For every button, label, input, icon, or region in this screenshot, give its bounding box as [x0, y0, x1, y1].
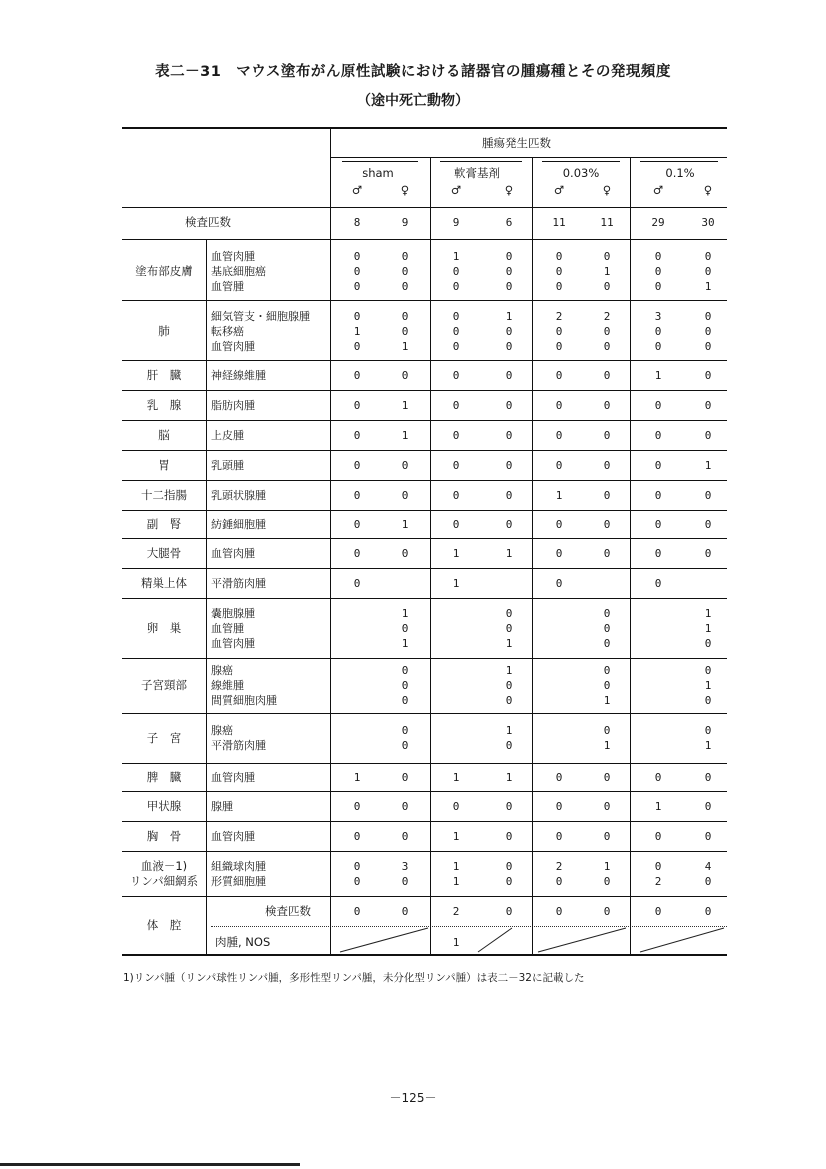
count-value: 0 — [505, 860, 513, 873]
count-value: 0 — [704, 518, 712, 531]
tumor-type: 腺癌 — [211, 664, 233, 677]
count-value: 0 — [704, 637, 712, 650]
count-value: 0 — [704, 724, 712, 737]
count-value: 0 — [401, 250, 409, 263]
tumor-type: 乳頭状腺腫 — [211, 489, 266, 502]
count-value: 0 — [603, 399, 611, 412]
count-value: 0 — [603, 340, 611, 353]
count-value: 1 — [603, 694, 611, 707]
count-value: 0 — [353, 369, 361, 382]
count-value: 0 — [353, 280, 361, 293]
count-value: 0 — [452, 459, 460, 472]
count-value: 0 — [704, 325, 712, 338]
count-value: 0 — [654, 280, 662, 293]
count-value: 0 — [353, 310, 361, 323]
count-value: 0 — [452, 800, 460, 813]
count-value: 0 — [603, 325, 611, 338]
count-value: 0 — [452, 489, 460, 502]
tumor-type: 乳頭腫 — [211, 459, 244, 472]
na-slash — [538, 928, 626, 952]
bottom-rule — [0, 1163, 300, 1166]
count-value: 0 — [401, 265, 409, 278]
organ-label-line: 脳 — [158, 428, 170, 442]
count-value: 0 — [452, 310, 460, 323]
count-value: 0 — [704, 340, 712, 353]
count-value: 1 — [704, 280, 712, 293]
table-title: 表二－31 マウス塗布がん原性試験における諸器官の腫瘍種とその発現頻度 — [155, 64, 671, 80]
organ-label-line: 子宮頸部 — [141, 678, 187, 692]
body-cavity-examined: 0 — [401, 905, 409, 918]
count-value: 1 — [505, 771, 513, 784]
tumor-type: 血管肉腫 — [211, 830, 255, 843]
count-value: 0 — [353, 429, 361, 442]
count-value: 0 — [401, 459, 409, 472]
count-value: 0 — [603, 771, 611, 784]
tumor-type: 嚢胞腺腫 — [211, 607, 255, 620]
count-value: 0 — [704, 429, 712, 442]
count-value: 0 — [401, 622, 409, 635]
count-value: 1 — [704, 607, 712, 620]
count-value: 0 — [353, 459, 361, 472]
count-value: 1 — [452, 250, 460, 263]
count-value: 2 — [555, 310, 563, 323]
tumor-type: 上皮腫 — [211, 429, 244, 442]
count-value: 0 — [452, 265, 460, 278]
count-value: 0 — [654, 265, 662, 278]
count-value: 0 — [505, 340, 513, 353]
count-value: 1 — [505, 724, 513, 737]
tumor-type: 線維腫 — [211, 679, 244, 692]
count-value: 0 — [505, 429, 513, 442]
count-value: 0 — [555, 875, 563, 888]
count-value: 1 — [654, 369, 662, 382]
examined-count: 9 — [452, 216, 460, 229]
count-value: 0 — [505, 399, 513, 412]
count-value: 3 — [654, 310, 662, 323]
organ-label-line: 胸 骨 — [146, 829, 182, 843]
sex-symbol: ♂ — [553, 183, 565, 197]
count-value: 1 — [704, 739, 712, 752]
count-value: 0 — [353, 875, 361, 888]
count-value: 0 — [452, 325, 460, 338]
count-value: 0 — [353, 265, 361, 278]
count-value: 0 — [654, 830, 662, 843]
count-value: 0 — [555, 800, 563, 813]
organ-label-line: 副 腎 — [146, 517, 182, 531]
body-cavity-tumor-count: 1 — [452, 936, 460, 949]
count-value: 0 — [654, 429, 662, 442]
count-value: 1 — [452, 547, 460, 560]
count-value: 0 — [555, 250, 563, 263]
count-value: 0 — [353, 577, 361, 590]
count-value: 2 — [654, 875, 662, 888]
count-value: 1 — [452, 830, 460, 843]
count-value: 1 — [603, 860, 611, 873]
sex-symbol: ♀ — [602, 183, 612, 197]
count-value: 0 — [654, 459, 662, 472]
count-value: 1 — [401, 340, 409, 353]
count-value: 0 — [555, 280, 563, 293]
count-value: 0 — [603, 622, 611, 635]
count-value: 0 — [555, 265, 563, 278]
examined-count: 9 — [401, 216, 409, 229]
count-value: 0 — [603, 637, 611, 650]
count-value: 0 — [505, 622, 513, 635]
tumor-type: 基底細胞癌 — [211, 265, 266, 278]
tumor-type: 間質細胞肉腫 — [211, 694, 277, 707]
count-value: 0 — [401, 547, 409, 560]
count-value: 0 — [505, 694, 513, 707]
sex-symbol: ♀ — [400, 183, 410, 197]
organ-label-line: 子 宮 — [146, 731, 182, 745]
na-slash — [340, 928, 428, 952]
count-value: 0 — [654, 489, 662, 502]
count-value: 0 — [603, 280, 611, 293]
body-cavity-examined: 0 — [555, 905, 563, 918]
tumor-type: 血管肉腫 — [211, 547, 255, 560]
count-value: 0 — [401, 830, 409, 843]
count-value: 0 — [555, 399, 563, 412]
count-value: 1 — [505, 637, 513, 650]
count-value: 1 — [401, 607, 409, 620]
count-value: 0 — [353, 547, 361, 560]
body-cavity-examined: 0 — [603, 905, 611, 918]
count-value: 0 — [401, 369, 409, 382]
count-value: 0 — [704, 369, 712, 382]
count-value: 0 — [704, 265, 712, 278]
tumor-type: 平滑筋肉腫 — [211, 739, 266, 752]
organ-label: 体 腔 — [146, 918, 182, 932]
body-cavity-examined: 2 — [452, 905, 460, 918]
count-value: 1 — [505, 547, 513, 560]
sex-symbol: ♂ — [351, 183, 363, 197]
count-value: 0 — [505, 459, 513, 472]
tumor-type: 平滑筋肉腫 — [211, 577, 266, 590]
count-value: 0 — [353, 830, 361, 843]
count-value: 1 — [452, 771, 460, 784]
organ-label-line: 脾 臓 — [146, 770, 182, 784]
count-value: 0 — [401, 875, 409, 888]
count-value: 0 — [353, 860, 361, 873]
count-value: 0 — [353, 489, 361, 502]
table-subtitle: （途中死亡動物） — [357, 93, 469, 109]
count-value: 0 — [654, 860, 662, 873]
organ-label-line: 肝 臓 — [146, 368, 182, 382]
sex-symbol: ♀ — [504, 183, 514, 197]
body-cavity-examined-label: 検査匹数 — [265, 904, 311, 918]
count-value: 0 — [452, 399, 460, 412]
count-value: 0 — [452, 340, 460, 353]
count-value: 0 — [603, 607, 611, 620]
count-value: 0 — [555, 369, 563, 382]
count-value: 0 — [704, 489, 712, 502]
body-cavity-examined: 0 — [654, 905, 662, 918]
count-value: 0 — [704, 547, 712, 560]
count-value: 0 — [505, 489, 513, 502]
count-value: 0 — [555, 340, 563, 353]
count-value: 0 — [452, 280, 460, 293]
tumor-type: 血管肉腫 — [211, 771, 255, 784]
count-value: 0 — [704, 800, 712, 813]
count-value: 0 — [603, 664, 611, 677]
tumor-type: 血管腫 — [211, 280, 244, 293]
count-value: 0 — [603, 369, 611, 382]
count-value: 0 — [505, 800, 513, 813]
count-value: 0 — [401, 310, 409, 323]
count-value: 1 — [353, 325, 361, 338]
count-value: 3 — [401, 860, 409, 873]
count-value: 1 — [452, 860, 460, 873]
examined-count: 6 — [505, 216, 513, 229]
count-value: 0 — [654, 250, 662, 263]
count-value: 0 — [401, 724, 409, 737]
count-value: 1 — [603, 265, 611, 278]
count-value: 0 — [704, 694, 712, 707]
tumor-type: 神経線維腫 — [211, 369, 266, 382]
count-value: 0 — [353, 250, 361, 263]
count-value: 0 — [704, 310, 712, 323]
count-value: 0 — [401, 739, 409, 752]
count-value: 0 — [654, 340, 662, 353]
count-value: 0 — [401, 771, 409, 784]
count-value: 0 — [603, 875, 611, 888]
count-value: 0 — [555, 429, 563, 442]
examined-count: 11 — [600, 216, 614, 229]
count-value: 1 — [353, 771, 361, 784]
count-value: 1 — [401, 429, 409, 442]
count-value: 0 — [401, 664, 409, 677]
footnote: 1)リンパ腫（リンパ球性リンパ腫，多形性型リンパ腫，未分化型リンパ腫）は表二－32に記載した — [123, 972, 585, 984]
count-value: 1 — [603, 739, 611, 752]
organ-label-line: リンパ細網系 — [129, 874, 199, 888]
count-value: 0 — [505, 875, 513, 888]
tumor-type: 腺癌 — [211, 724, 233, 737]
tumor-type: 細気管支・細胞腺腫 — [211, 310, 310, 323]
count-value: 0 — [654, 325, 662, 338]
count-value: 1 — [555, 489, 563, 502]
count-value: 2 — [555, 860, 563, 873]
count-value: 0 — [704, 399, 712, 412]
count-value: 0 — [704, 830, 712, 843]
organ-label-line: 塗布部皮膚 — [135, 264, 193, 278]
tumor-type: 血管肉腫 — [211, 340, 255, 353]
count-value: 0 — [505, 739, 513, 752]
group-header-2: 0.03% — [562, 166, 600, 180]
organ-label-line: 血液－1) — [140, 859, 188, 873]
count-value: 0 — [704, 664, 712, 677]
count-value: 0 — [603, 429, 611, 442]
count-value: 1 — [452, 577, 460, 590]
count-value: 1 — [505, 310, 513, 323]
count-value: 1 — [704, 679, 712, 692]
organ-label-line: 肺 — [158, 324, 170, 338]
sex-symbol: ♀ — [703, 183, 713, 197]
count-value: 0 — [452, 518, 460, 531]
body-cavity-examined: 0 — [704, 905, 712, 918]
tumor-type: 紡錘細胞腫 — [211, 518, 266, 531]
count-value: 0 — [505, 280, 513, 293]
body-cavity-tumor-label: 肉腫, NOS — [215, 935, 271, 949]
count-value: 0 — [603, 489, 611, 502]
count-value: 0 — [555, 459, 563, 472]
group-header-0: sham — [362, 166, 394, 180]
count-value: 0 — [353, 399, 361, 412]
count-value: 0 — [401, 325, 409, 338]
count-value: 0 — [555, 577, 563, 590]
count-value: 0 — [603, 518, 611, 531]
tumor-type: 血管腫 — [211, 622, 244, 635]
tumor-type: 形質細胞腫 — [211, 875, 266, 888]
count-value: 0 — [353, 518, 361, 531]
count-value: 0 — [654, 547, 662, 560]
count-value: 0 — [704, 771, 712, 784]
count-value: 0 — [603, 800, 611, 813]
count-value: 0 — [654, 399, 662, 412]
count-value: 1 — [401, 399, 409, 412]
examined-label: 検査匹数 — [185, 215, 231, 229]
tumor-type: 腺腫 — [211, 800, 233, 813]
count-value: 0 — [555, 771, 563, 784]
examined-count: 29 — [651, 216, 665, 229]
count-value: 0 — [555, 518, 563, 531]
count-value: 0 — [401, 280, 409, 293]
tumor-type: 転移癌 — [211, 325, 244, 338]
na-slash — [478, 928, 512, 952]
count-value: 0 — [603, 547, 611, 560]
count-value: 0 — [654, 771, 662, 784]
count-value: 0 — [505, 830, 513, 843]
na-slash — [640, 928, 724, 952]
organ-label-line: 卵 巣 — [146, 621, 182, 635]
organ-label-line: 胃 — [158, 458, 170, 472]
count-value: 1 — [704, 459, 712, 472]
organ-label-line: 十二指腸 — [141, 488, 187, 502]
count-value: 0 — [505, 518, 513, 531]
count-value: 0 — [401, 694, 409, 707]
count-value: 1 — [505, 664, 513, 677]
count-value: 1 — [654, 800, 662, 813]
count-value: 0 — [452, 429, 460, 442]
count-value: 1 — [452, 875, 460, 888]
count-value: 0 — [603, 679, 611, 692]
tumor-type: 血管肉腫 — [211, 637, 255, 650]
count-value: 0 — [603, 459, 611, 472]
body-cavity-examined: 0 — [353, 905, 361, 918]
count-value: 0 — [353, 800, 361, 813]
group-header-3: 0.1% — [665, 166, 695, 180]
body-cavity-examined: 0 — [505, 905, 513, 918]
organ-label-line: 甲状腺 — [146, 799, 182, 813]
group-header-title: 腫瘍発生匹数 — [482, 136, 551, 150]
count-value: 0 — [505, 607, 513, 620]
count-value: 0 — [452, 369, 460, 382]
count-value: 0 — [401, 489, 409, 502]
count-value: 0 — [555, 547, 563, 560]
count-value: 0 — [603, 724, 611, 737]
examined-count: 8 — [353, 216, 361, 229]
count-value: 0 — [505, 325, 513, 338]
count-value: 1 — [401, 518, 409, 531]
sex-symbol: ♂ — [450, 183, 462, 197]
count-value: 0 — [603, 830, 611, 843]
count-value: 0 — [505, 265, 513, 278]
count-value: 0 — [603, 250, 611, 263]
count-value: 0 — [401, 800, 409, 813]
count-value: 0 — [704, 250, 712, 263]
count-value: 0 — [401, 679, 409, 692]
examined-count: 30 — [701, 216, 715, 229]
tumor-type: 組織球肉腫 — [211, 860, 266, 873]
count-value: 0 — [555, 325, 563, 338]
count-value: 0 — [505, 679, 513, 692]
tumor-type: 血管肉腫 — [211, 250, 255, 263]
count-value: 0 — [353, 340, 361, 353]
page-number: －125－ — [389, 1091, 437, 1105]
organ-label-line: 大腿骨 — [146, 546, 182, 560]
group-header-1: 軟膏基剤 — [454, 166, 500, 180]
examined-count: 11 — [552, 216, 566, 229]
count-value: 1 — [704, 622, 712, 635]
count-value: 0 — [505, 250, 513, 263]
organ-label-line: 乳 腺 — [146, 398, 182, 412]
sex-symbol: ♂ — [652, 183, 664, 197]
count-value: 0 — [505, 369, 513, 382]
tumor-type: 脂肪肉腫 — [211, 399, 255, 412]
count-value: 1 — [401, 637, 409, 650]
organ-label-line: 精巣上体 — [141, 576, 187, 590]
count-value: 0 — [704, 875, 712, 888]
count-value: 4 — [704, 860, 712, 873]
count-value: 0 — [654, 518, 662, 531]
count-value: 0 — [555, 830, 563, 843]
count-value: 2 — [603, 310, 611, 323]
count-value: 0 — [654, 577, 662, 590]
